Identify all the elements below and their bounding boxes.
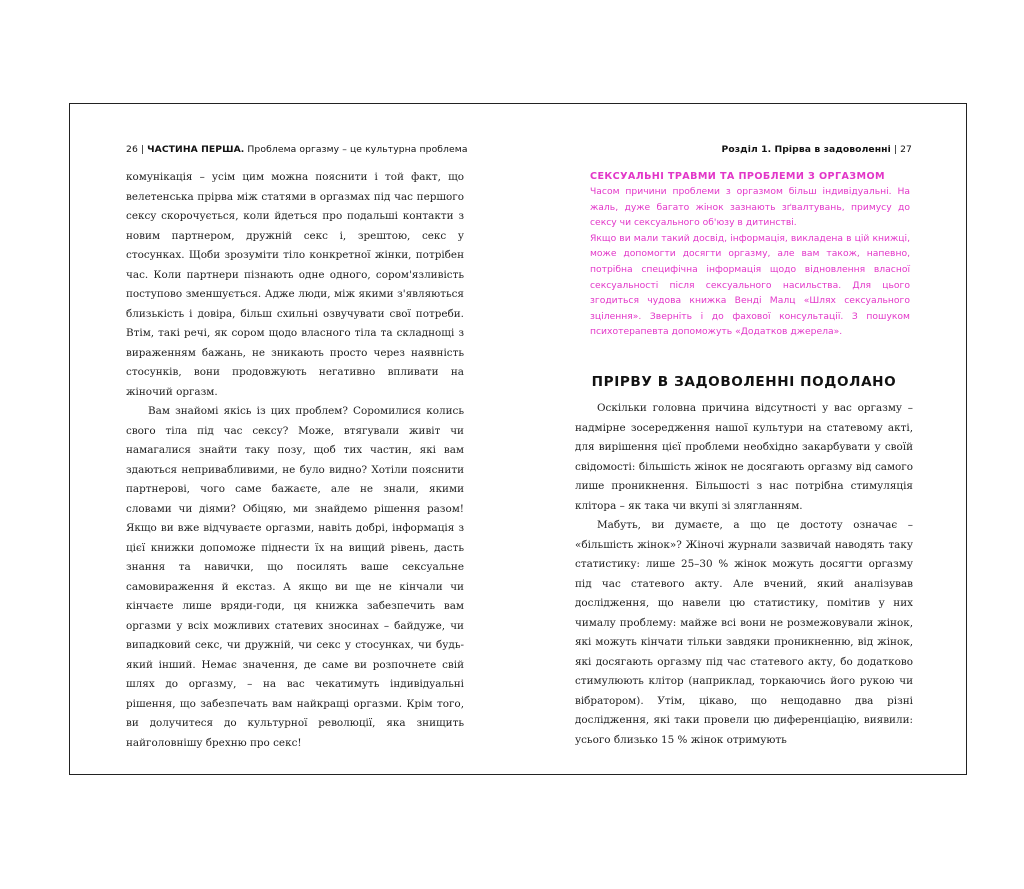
book-spread [69,103,967,775]
sidebar-title: СЕКСУАЛЬНІ ТРАВМИ ТА ПРОБЛЕМИ З ОРГАЗМОМ [590,171,885,182]
right-running-head [722,144,913,155]
chapter-label: Розділ 1. Прірва в задоволенні [721,144,891,155]
right-paragraph-1: Оскільки головна причина відсутності у вас оргазму – надмірне зосередження нашої культури на статевому акті, для вирішення цієї проблеми необхідно закарбувати у своїй свідомості: більшість жінок не досягають оргазму від самого лише проникнення. Більшості з нас потрібна стимуляція клітора – як така чи вкупі зі злягланням. [575,402,913,512]
chapter-subtitle: Проблема оргазму – це культурна проблема [247,144,468,155]
right-body-text [575,399,913,750]
left-running-head [126,144,468,155]
left-page-number: 26 [126,144,138,155]
section-heading: ПРІРВУ В ЗАДОВОЛЕННІ ПОДОЛАНО [591,374,897,390]
sidebar-paragraph-1: Часом причини проблеми з оргазмом більш індивідуальні. На жаль, дуже багато жінок зазнають зґвалтувань, примусу до сексу чи сексуального об'юзу в дитинстві. [590,186,910,229]
sidebar-paragraph-2: Якщо ви мали такий досвід, інформація, викладена в цій книжці, може допомогти досягти оргазму, але вам також, напевно, потрібна специфічна інформація щодо відновлення власної сексуальності після сексуального насильства. Для цього згодиться чудова книжка Венді Малц «Шлях сексуального зцілення». Зверніть і до фахової консультації. З пошуком психотерапевта допоможуть «Додатков джерела». [590,232,910,338]
right-page-number: 27 [900,144,912,155]
sidebar-box [590,170,910,340]
right-paragraph-2: Мабуть, ви думаєте, а що це достоту означає – «більшість жінок»? Жіночі журнали зазвичай наводять таку статистику: лише 25–30 % жінок можуть досягти оргазму під час статевого акту. Але вчений, який аналізував дослідження, що навели цю статистику, помітив у них чималу проблему: майже всі вони не розмежовували жінок, які можуть кінчати тільки завдяки проникненню, від жінок, які досягають оргазму під час статевого акту, бо додатково стимулюють клітор (наприклад, торкаючись його рукою чи вібратором). Утім, цікаво, що нещодавно два різні дослідження, які таки провели цю диференціацію, виявили: усього близько 15 % жінок отримують [575,519,913,746]
left-page [70,104,519,774]
left-paragraph-1: комунікація – усім цим можна пояснити і той факт, що велетенська прірва між статями в оргазмах під час першого сексу скорочується, коли йдеться про подальші контакти з новим партнером, дружній секс і, зрештою, секс у стосунках. Щоби зрозуміти тіло конкретної жінки, потрібен час. Коли партнери пізнають одне одного, сором'язливість поступово зменшується. Адже люди, між якими з'являються близькість і довіра, більш схильні озвучувати свої потреби. Втім, такі речі, як сором щодо власного тіла та складнощі з вираженням бажань, не зникають просто через наявність стосунків, вони продовжують негативно впливати на жіночий оргазм. [126,171,464,398]
left-head-separator: | [140,144,145,155]
left-paragraph-2: Вам знайомі якісь із цих проблем? Соромилися колись свого тіла під час сексу? Може, втягували живіт чи намагалися знайти таку позу, щоб тих частин, які вам здаються непривабливими, не було видно? Хотіли пояснити партнерові, чого саме бажаєте, але не знали, якими словами чи діями? Обіцяю, ми знайдемо рішення разом! Якщо ви вже відчуваєте оргазми, навіть добрі, інформація з цієї книжки допоможе піднести їх на вищий рівень, дасть знання та навички, що посилять ваше сексуальне самовираження й екстаз. А якщо ви ще не кінчали чи кінчаєте лише вряди-годи, ця книжка забезпечить вам оргазми у всіх можливих статевих зносинах – байдуже, чи випадковий секс, чи дружній, чи секс у стосунках, чи будь-який інший. Немає значення, де саме ви розпочнете свій шлях до оргазму, – на вас чекатимуть індивідуальні рішення, що забезпечать вам найкращі оргазми. Крім того, ви долучитеся до культурної революції, яка знищить найголовнішу брехню про секс! [126,405,464,749]
right-page [519,104,968,774]
right-head-separator: | [893,144,898,155]
part-label: ЧАСТИНА ПЕРША. [147,144,245,155]
left-body-text [126,168,464,753]
